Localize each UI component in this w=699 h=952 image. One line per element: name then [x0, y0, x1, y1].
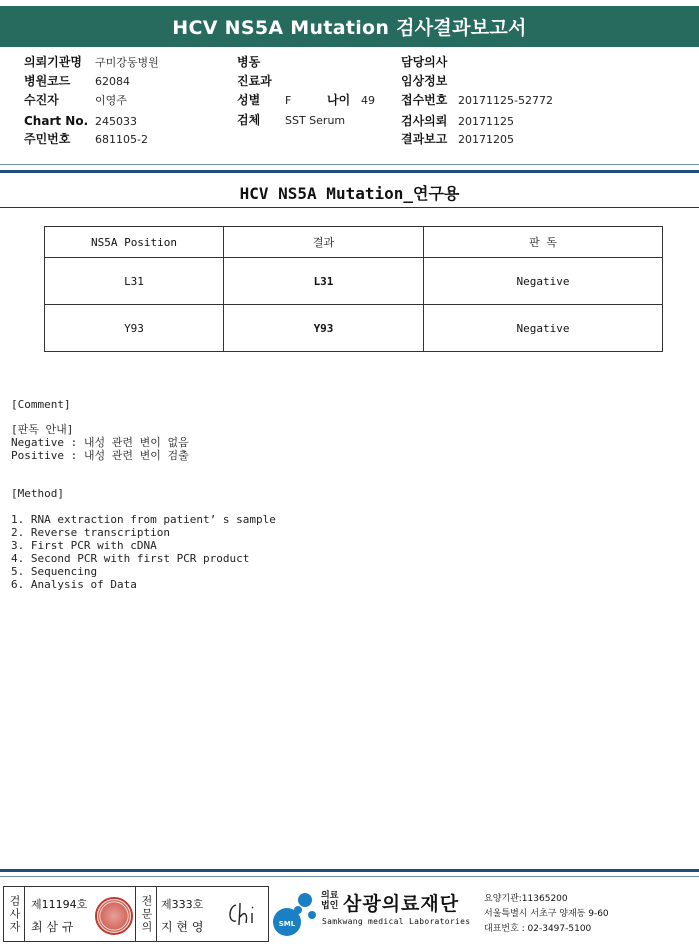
cell-interpretation: Negative — [424, 258, 663, 305]
report-title: HCV NS5A Mutation 검사결과보고서 — [0, 6, 699, 47]
cell-result: Y93 — [224, 305, 424, 352]
comment-line: Positive : 내성 관련 변이 검출 — [11, 449, 189, 462]
seal-stamp — [95, 897, 133, 935]
cell-position: Y93 — [45, 305, 224, 352]
info-report-date: 결과보고 20171205 — [401, 132, 514, 146]
method-step: 6. Analysis of Data — [11, 578, 137, 591]
specialist-license: 제333호 — [161, 898, 204, 911]
phone: 대표번호 : 02-3497-5100 — [484, 924, 592, 934]
info-resident-no: 주민번호 681105-2 — [24, 132, 148, 146]
method-step: 5. Sequencing — [11, 565, 98, 578]
info-age: 나이 49 — [327, 93, 375, 107]
info-patient-name: 수진자 이영주 — [24, 93, 127, 107]
signature-box — [3, 886, 269, 942]
section-underline — [0, 207, 699, 208]
method-step: 2. Reverse transcription — [11, 526, 170, 539]
examiner-label: 검사자 — [4, 887, 25, 941]
patient-info — [0, 53, 699, 153]
org-name: 삼광의료재단 — [343, 893, 460, 915]
method-step: 3. First PCR with cDNA — [11, 539, 157, 552]
divider-thin — [0, 164, 699, 165]
specialist-name: 지 현 영 — [161, 920, 204, 934]
org-type: 의료법인 — [321, 891, 339, 911]
examiner-name: 최 삼 규 — [31, 920, 74, 934]
address: 서울특별시 서초구 양재동 9-60 — [484, 909, 609, 919]
table-row — [45, 305, 663, 352]
info-ward: 병동 — [237, 55, 261, 69]
result-table — [44, 226, 663, 352]
info-request-date: 검사의뢰 20171125 — [401, 114, 514, 128]
info-sex: 성별 F — [237, 93, 292, 107]
examiner-license: 제11194호 — [31, 898, 88, 911]
table-row — [45, 258, 663, 305]
col-header-result: 결과 — [224, 227, 424, 258]
sml-logo-icon — [272, 888, 318, 938]
cell-result: L31 — [224, 258, 424, 305]
institution-code: 요양기관:11365200 — [484, 894, 568, 904]
comment-subheading: [판독 안내] — [11, 423, 74, 436]
info-institution: 의뢰기관명 구미강동병원 — [24, 55, 159, 69]
info-hospital-code: 병원코드 62084 — [24, 74, 130, 88]
cell-interpretation: Negative — [424, 305, 663, 352]
info-doctor: 담당의사 — [401, 55, 448, 69]
org-name-en: Samkwang medical Laboratories — [322, 917, 471, 926]
info-receipt-no: 접수번호 20171125-52772 — [401, 93, 553, 107]
divider-thick — [0, 170, 699, 173]
col-header-interpretation: 판 독 — [424, 227, 663, 258]
method-step: 1. RNA extraction from patient’ s sample — [11, 513, 276, 526]
specialist-label: 전문의 — [135, 887, 157, 941]
comment-line: Negative : 내성 관련 변이 없음 — [11, 436, 189, 449]
info-clinical: 임상정보 — [401, 74, 448, 88]
table-header-row — [45, 227, 663, 258]
info-chart-no: Chart No. 245033 — [24, 114, 137, 128]
cell-position: L31 — [45, 258, 224, 305]
section-title: HCV NS5A Mutation_연구용 — [239, 184, 460, 203]
footer-divider-thick — [0, 869, 699, 872]
signature — [226, 899, 262, 929]
footer-divider-thin — [0, 876, 699, 877]
info-department: 진료과 — [237, 74, 272, 88]
comment-heading: [Comment] — [11, 398, 71, 411]
info-specimen: 검체 SST Serum — [237, 113, 346, 127]
method-heading: [Method] — [11, 487, 64, 500]
col-header-position: NS5A Position — [45, 227, 224, 258]
method-step: 4. Second PCR with first PCR product — [11, 552, 250, 565]
logo-text: SML — [278, 920, 296, 928]
